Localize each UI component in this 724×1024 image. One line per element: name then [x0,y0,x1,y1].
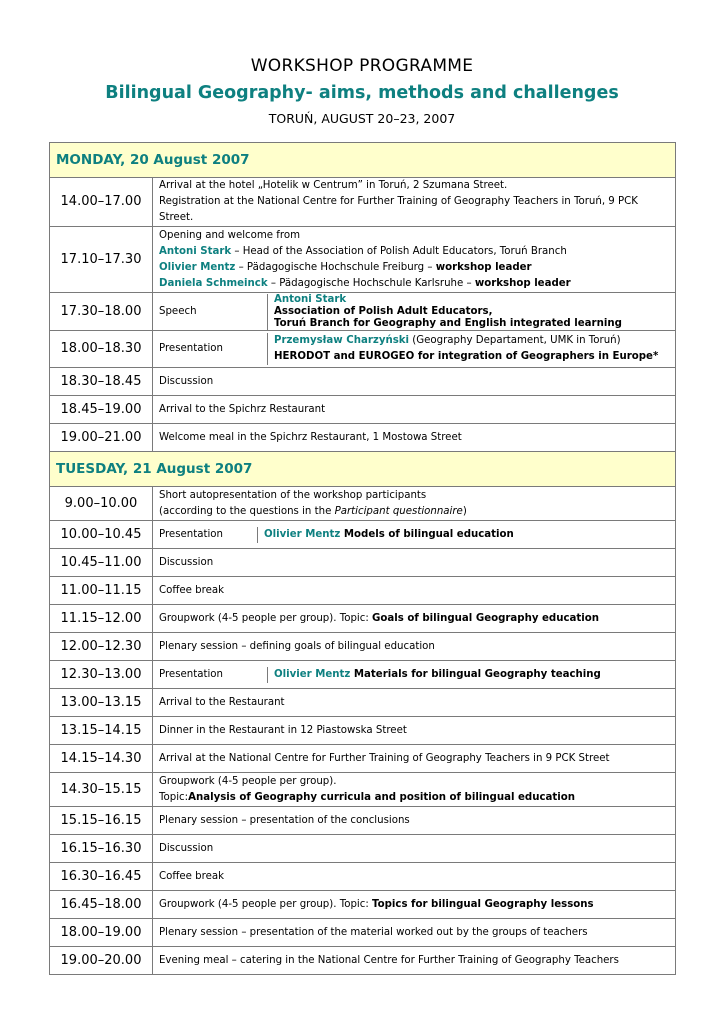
table-row [50,487,676,521]
table-row [50,863,676,891]
speaker-name: Daniela Schmeinck [159,277,268,289]
location-date: TORUŃ, AUGUST 20–23, 2007 [268,111,456,126]
activity-cell [153,487,676,521]
session-topic: Association of Polish Adult Educators, [274,305,493,317]
time-cell: 10.45–11.00 [50,549,153,577]
activity-cell: Discussion [153,835,676,863]
activity-line: (according to the questions in the Participant questionnaire) [159,505,467,517]
session-type: Presentation [159,668,223,680]
activity-line: Short autopresentation of the workshop participants [159,489,427,501]
table-row [50,368,676,396]
table-row [50,947,676,975]
session-topic: HERODOT and EUROGEO for integration of Geographers in Europe* [274,351,659,362]
session-topic: Materials for bilingual Geography teaching [350,668,601,680]
table-row [50,549,676,577]
table-row [50,919,676,947]
activity-cell [153,178,676,227]
session-type: Presentation [159,343,223,354]
speaker-affiliation: (Geography Departament, UMK in Toruń) [409,335,621,346]
time-cell: 17.10–17.30 [50,227,153,293]
programme-table [49,142,676,975]
questionnaire-reference: Participant questionnaire [334,505,463,517]
activity-line: Topic:Analysis of Geography curricula and position of bilingual education [159,791,575,803]
session-topic: Topics for bilingual Geography lessons [372,898,594,910]
table-row [50,891,676,919]
table-row [50,745,676,773]
activity-cell [153,331,676,368]
activity-cell [153,521,676,549]
table-row [50,577,676,605]
activity-cell: Plenary session – presentation of the conclusions [153,807,676,835]
speaker-role: – Pädagogische Hochschule Freiburg – [235,261,436,273]
table-row [50,807,676,835]
time-cell: 18.45–19.00 [50,396,153,424]
activity-cell [153,773,676,807]
activity-line: Registration at the National Centre for Further Training of Geography Teachers in Toruń, 9 PCK Street. [159,196,638,223]
time-cell: 9.00–10.00 [50,487,153,521]
session-topic: Analysis of Geography curricula and position of bilingual education [188,791,575,803]
day-label: MONDAY, 20 August 2007 [50,143,676,178]
activity-line: Arrival at the hotel „Hotelik w Centrum” in Toruń, 2 Szumana Street. [159,180,508,191]
table-row [50,293,676,331]
table-row [50,178,676,227]
table-row [50,521,676,549]
activity-cell: Groupwork (4-5 people per group). Topic: Topics for bilingual Geography lessons [153,891,676,919]
time-cell: 14.15–14.30 [50,745,153,773]
speaker-role: – Pädagogische Hochschule Karlsruhe – [267,277,475,289]
table-row [50,717,676,745]
activity-cell: Arrival to the Restaurant [153,689,676,717]
document-subtitle: Bilingual Geography- aims, methods and challenges [105,83,619,103]
speaker-name: Antoni Stark [274,293,347,305]
activity-cell: Groupwork (4-5 people per group). Topic: Goals of bilingual Geography education [153,605,676,633]
speaker-function: workshop leader [474,277,571,289]
session-topic: Goals of bilingual Geography education [372,612,600,624]
time-cell: 12.30–13.00 [50,661,153,689]
time-cell: 12.00–12.30 [50,633,153,661]
activity-line: Opening and welcome from [159,229,301,241]
table-row [50,605,676,633]
session-topic: Models of bilingual education [340,528,514,540]
speaker-line [159,260,675,276]
session-detail [268,294,676,330]
activity-cell [153,293,676,331]
activity-cell: Coffee break [153,863,676,891]
table-row [50,661,676,689]
table-row [50,689,676,717]
session-type: Speech [159,305,197,317]
activity-cell: Evening meal – catering in the National Centre for Further Training of Geography Teachers [153,947,676,975]
table-row [50,227,676,293]
session-detail [258,527,676,543]
time-cell: 13.00–13.15 [50,689,153,717]
table-row [50,633,676,661]
table-row [50,835,676,863]
day-header-monday [50,143,676,178]
speaker-name: Olivier Mentz [159,261,236,273]
session-topic: Toruń Branch for Geography and English integrated learning [274,317,622,329]
table-row [50,773,676,807]
table-row [50,331,676,368]
activity-line: Groupwork (4-5 people per group). [159,775,337,787]
activity-cell: Discussion [153,549,676,577]
speaker-name: Olivier Mentz [264,528,341,540]
time-cell: 18.00–19.00 [50,919,153,947]
activity-cell [153,661,676,689]
session-detail [268,667,676,683]
activity-cell: Plenary session – defining goals of bilingual education [153,633,676,661]
activity-cell: Coffee break [153,577,676,605]
time-cell: 16.15–16.30 [50,835,153,863]
time-cell: 10.00–10.45 [50,521,153,549]
time-cell: 18.30–18.45 [50,368,153,396]
activity-cell: Plenary session – presentation of the material worked out by the groups of teachers [153,919,676,947]
time-cell: 11.00–11.15 [50,577,153,605]
time-cell: 16.45–18.00 [50,891,153,919]
activity-cell: Welcome meal in the Spichrz Restaurant, 1 Mostowa Street [153,424,676,452]
speaker-role: – Head of the Association of Polish Adult Educators, Toruń Branch [231,245,567,257]
session-detail [268,333,676,365]
table-row [50,396,676,424]
day-label: TUESDAY, 21 August 2007 [50,452,676,487]
document-title: WORKSHOP PROGRAMME [250,56,474,76]
time-cell: 14.00–17.00 [50,178,153,227]
activity-cell: Discussion [153,368,676,396]
speaker-name: Antoni Stark [159,245,232,257]
speaker-function: workshop leader [435,261,532,273]
speaker-name: Olivier Mentz [274,668,351,680]
activity-cell: Dinner in the Restaurant in 12 Piastowska Street [153,717,676,745]
speaker-line [159,276,675,292]
time-cell: 18.00–18.30 [50,331,153,368]
time-cell: 16.30–16.45 [50,863,153,891]
time-cell: 19.00–21.00 [50,424,153,452]
speaker-line [159,244,675,260]
day-header-tuesday [50,452,676,487]
time-cell: 17.30–18.00 [50,293,153,331]
time-cell: 14.30–15.15 [50,773,153,807]
time-cell: 19.00–20.00 [50,947,153,975]
session-type: Presentation [159,528,223,540]
activity-cell: Arrival to the Spichrz Restaurant [153,396,676,424]
time-cell: 11.15–12.00 [50,605,153,633]
speaker-name: Przemysław Charzyński [274,335,410,346]
table-row [50,424,676,452]
time-cell: 15.15–16.15 [50,807,153,835]
time-cell: 13.15–14.15 [50,717,153,745]
activity-cell: Arrival at the National Centre for Further Training of Geography Teachers in 9 PCK Street [153,745,676,773]
activity-cell [153,227,676,293]
